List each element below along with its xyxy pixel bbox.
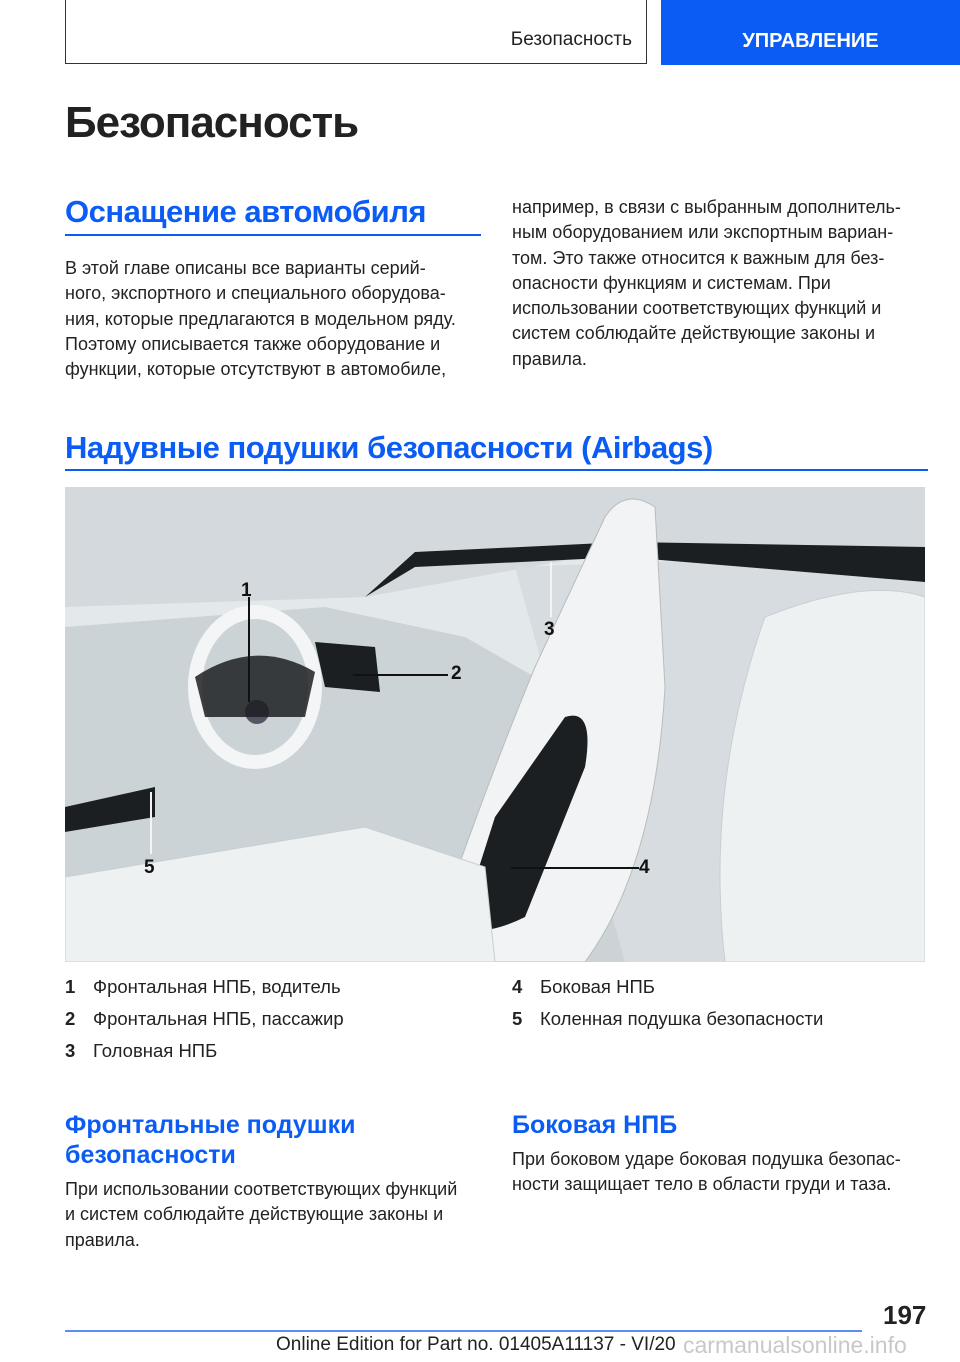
legend-text: Боковая НПБ — [540, 976, 655, 997]
legend-number: 2 — [65, 1008, 76, 1029]
watermark: carmanualsonline.info — [683, 1332, 907, 1358]
callout-line — [550, 562, 552, 617]
legend-number: 4 — [512, 976, 523, 997]
text-line: В этой главе описаны все варианты серий- — [65, 258, 426, 278]
text-line: правила. — [65, 1229, 140, 1250]
page-title: Безопасность — [65, 98, 359, 147]
legend-number: 5 — [512, 1008, 523, 1029]
legend-number: 1 — [65, 976, 76, 997]
legend-text: Фронтальная НПБ, пассажир — [93, 1008, 344, 1029]
callout-line — [248, 597, 250, 702]
page-number: 197 — [883, 1300, 927, 1330]
text-line: например, в связи с выбранным дополнитель- — [512, 197, 901, 217]
equipment-text-right — [512, 195, 901, 372]
legend-number: 3 — [65, 1040, 76, 1061]
legend-item — [65, 976, 341, 998]
text-line: правила. — [512, 348, 587, 369]
callout-line — [353, 674, 448, 676]
text-line: При использовании соответствующих функций — [65, 1179, 458, 1199]
callout-line — [150, 792, 152, 854]
airbag-illustration — [65, 487, 925, 962]
header-section-box — [65, 0, 647, 64]
legend-text: Головная НПБ — [93, 1040, 218, 1061]
section-heading-airbags: Надувные подушки безопасности (Airbags) — [65, 430, 713, 465]
equipment-text-left — [65, 256, 456, 382]
heading-line: безопасности — [65, 1141, 236, 1169]
callout-line — [511, 867, 639, 869]
heading-line: Фронтальные подушки — [65, 1111, 356, 1139]
text-line: ния, которые предлагаются в модельном ряду. — [65, 308, 456, 329]
legend-text: Фронтальная НПБ, водитель — [93, 976, 341, 997]
text-line: ным оборудованием или экспортным вариан- — [512, 222, 894, 243]
text-line: систем соблюдайте действующие законы и — [512, 323, 876, 344]
section-heading-equipment: Оснащение автомобиля — [65, 194, 426, 229]
text-line: ности защищает тело в области груди и таза. — [512, 1174, 892, 1195]
footer-edition: Online Edition for Part no. 01405A11137 - VI/20 — [276, 1334, 676, 1355]
heading-side-airbag: Боковая НПБ — [512, 1111, 678, 1139]
side-airbag-text — [512, 1147, 901, 1198]
heading-rule — [65, 469, 928, 471]
callout-4: 4 — [639, 857, 650, 878]
callout-1: 1 — [241, 580, 252, 601]
header-section-label: Безопасность — [510, 29, 632, 50]
legend-item — [65, 1040, 217, 1062]
callout-2: 2 — [451, 663, 462, 684]
text-line: функции, которые отсутствуют в автомобиле, — [65, 359, 447, 380]
text-line: опасности функциям и системам. При — [512, 272, 831, 293]
text-line: использовании соответствующих функций и — [512, 298, 882, 319]
front-airbags-text — [65, 1177, 457, 1253]
text-line: том. Это также относится к важным для без- — [512, 247, 885, 268]
legend-item — [512, 1008, 823, 1030]
text-line: Поэтому описывается также оборудование и — [65, 333, 441, 354]
text-line: ного, экспортного и специального оборудова- — [65, 283, 446, 304]
callout-5: 5 — [144, 857, 155, 878]
callout-3: 3 — [544, 619, 555, 640]
text-line: и систем соблюдайте действующие законы и — [65, 1204, 444, 1225]
legend-text: Коленная подушка безопасности — [540, 1008, 824, 1029]
car-interior-drawing — [65, 487, 925, 962]
heading-front-airbags — [65, 1110, 356, 1170]
heading-rule — [65, 234, 481, 236]
text-line: При боковом ударе боковая подушка безопас- — [512, 1149, 901, 1169]
legend-item — [65, 1008, 344, 1030]
chapter-tab[interactable]: УПРАВЛЕНИЕ — [661, 0, 960, 65]
legend-item — [512, 976, 655, 998]
